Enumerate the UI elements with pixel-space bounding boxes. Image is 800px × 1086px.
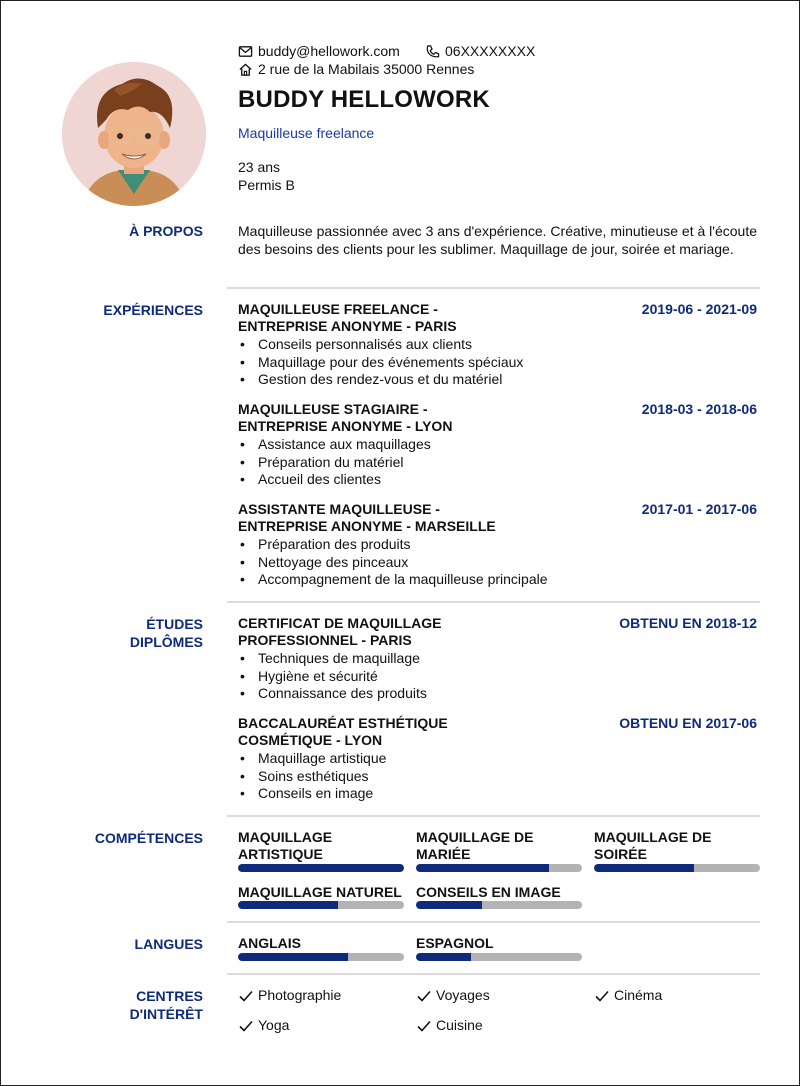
skill-level-bar [238,901,404,909]
section-label-skills: COMPÉTENCES [94,830,203,846]
section-label-languages: LANGUES [134,936,203,952]
check-icon [238,1018,254,1034]
education-bullets [238,650,427,703]
experience-date: 2017-01 - 2017-06 [641,501,757,517]
experience-title: ASSISTANTE MAQUILLEUSE - ENTREPRISE ANONYME - MARSEILLE [238,501,496,534]
check-icon [416,1018,432,1034]
education-date: OBTENU EN 2017-06 [619,715,757,731]
about-text: Maquilleuse passionnée avec 3 ans d'expérience. Créative, minutieuse et à l'écoute des besoins des clients pour les sublimer. Maquillage de jour, soirée et mariage. [238,223,757,257]
divider [227,601,760,603]
list-item: • Maquillage artistique [238,750,386,768]
experience-title: MAQUILLEUSE FREELANCE - ENTREPRISE ANONYME - PARIS [238,301,457,334]
email-contact[interactable] [238,43,400,60]
language-level-bar [416,953,582,961]
interest-item: Yoga [238,1017,289,1034]
skill-level-bar [416,864,582,872]
education-title: CERTIFICAT DE MAQUILLAGE PROFESSIONNEL - PARIS [238,615,442,648]
license-text: Permis B [238,177,295,193]
experience-date: 2019-06 - 2021-09 [641,301,757,317]
envelope-icon [238,44,253,59]
list-item: • Soins esthétiques [238,768,386,786]
section-label-experiences: EXPÉRIENCES [103,302,203,318]
section-label-education: ÉTUDES DIPLÔMES [129,616,203,650]
list-item: • Gestion des rendez-vous et du matériel [238,371,523,389]
skill-label: MAQUILLAGE DE SOIRÉE [594,829,712,862]
check-icon [238,988,254,1004]
list-item: • Conseils en image [238,785,386,803]
interest-item: Cinéma [594,987,662,1004]
skill-label: MAQUILLAGE DE MARIÉE [416,829,534,862]
email-text: buddy@hellowork.com [258,43,400,59]
interest-item: Voyages [416,987,490,1004]
avatar-illustration-icon [62,62,206,206]
section-label-interests: CENTRES D'INTÉRÊT [129,988,203,1022]
list-item: • Connaissance des produits [238,685,427,703]
phone-text: 06XXXXXXXX [445,43,536,59]
skill-label: MAQUILLAGE ARTISTIQUE [238,829,333,862]
skill-label: MAQUILLAGE NATUREL [238,884,402,900]
check-icon [594,988,610,1004]
section-label-about: À PROPOS [129,223,203,239]
list-item: • Maquillage pour des événements spéciaux [238,354,523,372]
education-bullets [238,750,386,803]
experience-title: MAQUILLEUSE STAGIAIRE - ENTREPRISE ANONYME - LYON [238,401,453,434]
skill-level-bar [238,864,404,872]
experience-date: 2018-03 - 2018-06 [641,401,757,417]
list-item: • Accueil des clientes [238,471,431,489]
experience-bullets [238,536,548,589]
age-text: 23 ans [238,159,281,175]
divider [227,973,760,975]
experience-bullets [238,436,431,489]
divider [227,287,760,289]
skill-label: CONSEILS EN IMAGE [416,884,561,900]
language-label: ESPAGNOL [416,935,494,951]
avatar [62,62,206,206]
candidate-name: BUDDY HELLOWORK [238,86,490,113]
list-item: • Nettoyage des pinceaux [238,554,548,572]
list-item: • Hygiène et sécurité [238,668,427,686]
education-title: BACCALAURÉAT ESTHÉTIQUE COSMÉTIQUE - LYON [238,715,448,748]
list-item: • Conseils personnalisés aux clients [238,336,523,354]
experience-bullets [238,336,523,389]
address-contact [238,61,474,78]
home-icon [238,62,253,77]
address-text: 2 rue de la Mabilais 35000 Rennes [258,61,475,77]
list-item: • Préparation du matériel [238,454,431,472]
education-date: OBTENU EN 2018-12 [619,615,757,631]
list-item: • Techniques de maquillage [238,650,427,668]
language-level-bar [238,953,404,961]
interest-item: Cuisine [416,1017,483,1034]
language-label: ANGLAIS [238,935,301,951]
interest-item: Photographie [238,987,341,1004]
list-item: • Assistance aux maquillages [238,436,431,454]
divider [227,921,760,923]
phone-contact[interactable] [425,43,535,60]
skill-level-bar [416,901,582,909]
check-icon [416,988,432,1004]
list-item: • Préparation des produits [238,536,548,554]
job-title: Maquilleuse freelance [238,125,375,141]
skill-level-bar [594,864,760,872]
list-item: • Accompagnement de la maquilleuse principale [238,571,548,589]
phone-icon [425,44,440,59]
divider [227,815,760,817]
